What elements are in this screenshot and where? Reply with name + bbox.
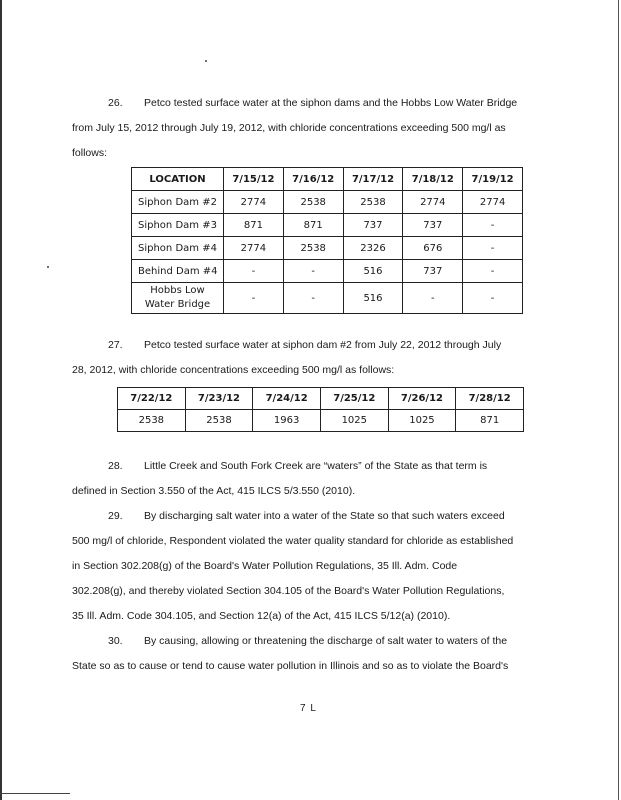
table-cell: 2538 (185, 410, 253, 432)
paragraph-26 (72, 91, 550, 166)
table-header-cell: 7/28/12 (456, 388, 524, 410)
paragraph-text: defined in Section 3.550 of the Act, 415 ILCS 5/3.550 (2010). (72, 485, 356, 497)
table-cell-location: Siphon Dam #4 (132, 237, 224, 260)
paragraph-text: 35 Ill. Adm. Code 304.105, and Section 12(a) of the Act, 415 ILCS 5/12(a) (2010). (72, 610, 451, 622)
table-header-cell: 7/24/12 (253, 388, 321, 410)
table-cell: 516 (343, 283, 403, 314)
table-cell: 2538 (343, 191, 403, 214)
table-cell-location: Siphon Dam #3 (132, 214, 224, 237)
scan-bottom-mark (0, 793, 70, 794)
table-row (132, 237, 523, 260)
table-header-cell: 7/23/12 (185, 388, 253, 410)
table-cell: - (463, 283, 523, 314)
paragraph-number: 28. (108, 460, 123, 472)
table-row (118, 410, 524, 432)
table-header-cell: 7/26/12 (388, 388, 456, 410)
paragraph-30 (72, 629, 550, 679)
table-header-cell: 7/15/12 (224, 168, 284, 191)
table-cell: 2326 (343, 237, 403, 260)
paragraph-28 (72, 454, 550, 504)
table-cell: 871 (224, 214, 284, 237)
table-cell: 1963 (253, 410, 321, 432)
paragraph-text: Petco tested surface water at siphon dam #2 from July 22, 2012 through July (144, 339, 502, 351)
table-cell: 2774 (224, 191, 284, 214)
table-cell: 2774 (403, 191, 463, 214)
paragraph-text: Little Creek and South Fork Creek are “waters” of the State as that term is (144, 460, 488, 472)
table-cell: - (283, 260, 343, 283)
paragraph-text: 28, 2012, with chloride concentrations exceeding 500 mg/l as follows: (72, 364, 395, 376)
table-cell-location: Behind Dam #4 (132, 260, 224, 283)
table-cell: - (403, 283, 463, 314)
table-cell: 1025 (320, 410, 388, 432)
paragraph-29 (72, 504, 550, 629)
table-cell: 2538 (118, 410, 186, 432)
table-cell: 516 (343, 260, 403, 283)
chloride-table-siphon-dams (131, 167, 523, 314)
location-line: Water Bridge (144, 299, 211, 310)
paragraph-text: from July 15, 2012 through July 19, 2012, with chloride concentrations exceeding 500 mg/l as (72, 122, 506, 134)
paragraph-text: By discharging salt water into a water of the State so that such waters exceed (144, 510, 505, 522)
table-cell: 737 (403, 214, 463, 237)
table-cell: - (283, 283, 343, 314)
scan-edge-right (618, 0, 619, 800)
page-number: 7 L (300, 703, 317, 714)
paragraph-text: Petco tested surface water at the siphon dams and the Hobbs Low Water Bridge (144, 97, 518, 109)
table-header-row (132, 168, 523, 191)
table-header-cell: 7/17/12 (343, 168, 403, 191)
table-header-row (118, 388, 524, 410)
table-cell: - (224, 283, 284, 314)
table-cell: - (463, 237, 523, 260)
paragraph-number: 26. (108, 97, 123, 109)
paragraph-text: By causing, allowing or threatening the discharge of salt water to waters of the (144, 635, 508, 647)
paragraph-27 (72, 333, 550, 383)
table-header-cell: 7/18/12 (403, 168, 463, 191)
paragraph-text: 302.208(g), and thereby violated Section 304.105 of the Board's Water Pollution Regulations, (72, 585, 505, 597)
paragraph-number: 27. (108, 339, 123, 351)
table-cell: 2538 (283, 237, 343, 260)
paragraph-text: follows: (72, 147, 108, 159)
table-cell-location (132, 283, 224, 314)
table-header-cell: 7/22/12 (118, 388, 186, 410)
table-cell: - (463, 214, 523, 237)
table-cell: 871 (456, 410, 524, 432)
table-header-cell: 7/16/12 (283, 168, 343, 191)
table-cell: 2538 (283, 191, 343, 214)
chloride-table-siphon-dam-2 (117, 387, 524, 432)
table-row (132, 260, 523, 283)
table-cell: - (224, 260, 284, 283)
location-line: Hobbs Low (150, 285, 205, 296)
table-row (132, 283, 523, 314)
paragraph-number: 30. (108, 635, 123, 647)
scan-speck (47, 266, 49, 268)
paragraph-text: 500 mg/l of chloride, Respondent violated the water quality standard for chloride as established (72, 535, 514, 547)
table-cell: 737 (343, 214, 403, 237)
table-row (132, 214, 523, 237)
table-row (132, 191, 523, 214)
scan-speck (205, 60, 207, 62)
paragraph-text: State so as to cause or tend to cause water pollution in Illinois and so as to violate the Board's (72, 660, 509, 672)
table-header-cell: 7/25/12 (320, 388, 388, 410)
paragraph-number: 29. (108, 510, 123, 522)
table-cell-location: Siphon Dam #2 (132, 191, 224, 214)
table-cell: 676 (403, 237, 463, 260)
table-cell: 871 (283, 214, 343, 237)
scan-edge-left (0, 0, 2, 800)
table-cell: 2774 (463, 191, 523, 214)
table-cell: - (463, 260, 523, 283)
table-cell: 1025 (388, 410, 456, 432)
table-header-cell: 7/19/12 (463, 168, 523, 191)
table-header-cell: LOCATION (132, 168, 224, 191)
table-cell: 2774 (224, 237, 284, 260)
table-cell: 737 (403, 260, 463, 283)
paragraph-text: in Section 302.208(g) of the Board's Water Pollution Regulations, 35 Ill. Adm. Code (72, 560, 458, 572)
